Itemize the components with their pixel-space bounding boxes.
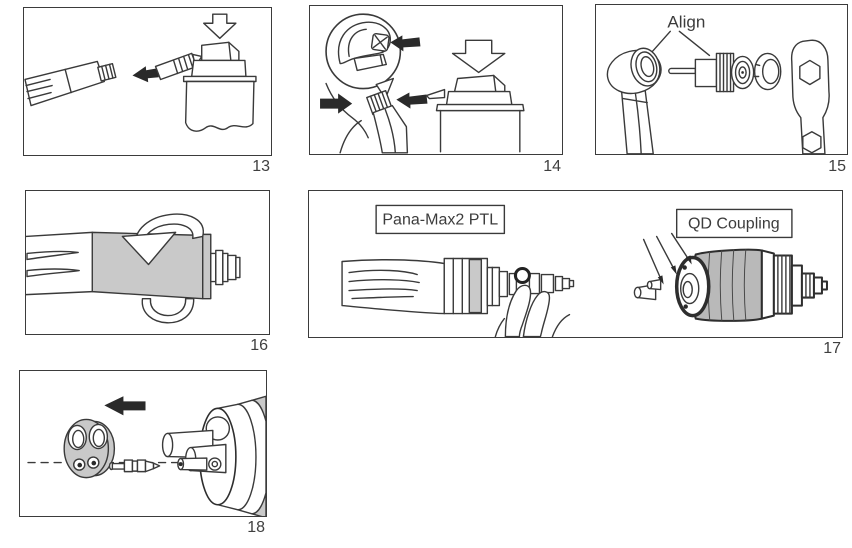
threaded-tip <box>98 64 116 81</box>
figure-panel-13 <box>23 7 272 156</box>
panel-number-13: 13 <box>252 158 270 175</box>
qd-coupling <box>634 233 827 320</box>
wrench <box>792 40 830 154</box>
panel-number-17: 17 <box>823 340 841 357</box>
cartridge <box>669 53 754 91</box>
handpiece <box>25 61 116 105</box>
figure-panel-15 <box>595 4 848 155</box>
panel-number-15: 15 <box>828 158 846 175</box>
magnifier-bubble <box>326 14 400 98</box>
panel-number-16: 16 <box>250 337 268 354</box>
gasket-face <box>64 419 114 477</box>
spray-can <box>184 14 256 131</box>
nozzle-adapter <box>110 460 160 472</box>
handpiece-head <box>603 45 666 154</box>
panel-13-illustration <box>24 8 271 155</box>
hose-connector <box>163 396 266 516</box>
panel-16-illustration <box>26 191 269 334</box>
arrow-left-icon <box>396 93 427 109</box>
handpiece-label: Pana-Max2 PTL <box>382 210 499 229</box>
push-button <box>371 33 389 51</box>
spray-can <box>426 40 523 151</box>
arrow-left-icon <box>104 396 145 415</box>
o-ring <box>515 269 529 283</box>
align-label: Align <box>667 12 706 32</box>
handpiece-body <box>26 232 92 294</box>
figure-panel-14 <box>309 5 563 155</box>
head-cap-ring <box>755 53 781 89</box>
panel-number-14: 14 <box>543 158 561 175</box>
figure-panel-16 <box>25 190 270 335</box>
panel-number-18: 18 <box>247 519 265 536</box>
arrow-left-icon <box>132 65 159 83</box>
figure-panel-17 <box>308 190 843 338</box>
panel-17-illustration <box>309 191 842 337</box>
panel-15-illustration <box>596 5 847 154</box>
coupling-label: QD Coupling <box>687 214 780 233</box>
connector-end <box>211 250 240 284</box>
push-down-arrow-icon <box>453 40 505 72</box>
arrow-right-icon <box>320 94 352 114</box>
panel-18-illustration <box>20 371 266 516</box>
coupling-pins <box>634 280 660 300</box>
push-down-arrow-icon <box>204 14 236 38</box>
panel-14-illustration <box>310 6 562 154</box>
align-leader-lines <box>646 31 709 58</box>
figure-panel-18 <box>19 370 267 517</box>
